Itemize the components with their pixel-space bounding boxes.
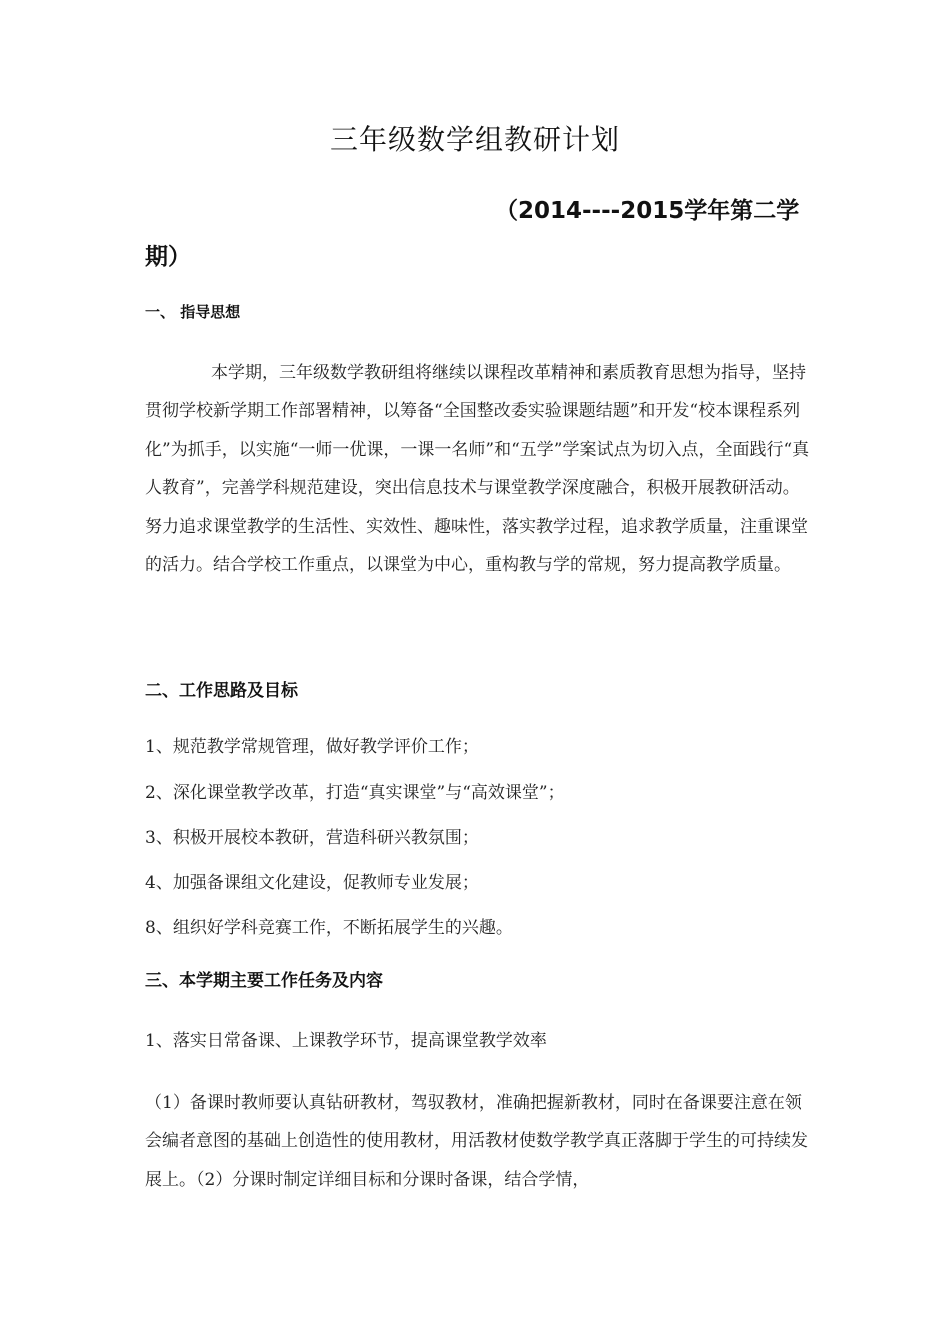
list-item: 8、组织好学科竞赛工作，不断拓展学生的兴趣。	[145, 918, 513, 938]
list-item: 2、深化课堂教学改革，打造“真实课堂”与“高效课堂”；	[145, 783, 565, 803]
document-subtitle: （2014----2015学年第二学期）	[145, 198, 800, 270]
task-item: 1、落实日常备课、上课教学环节，提高课堂教学效率	[145, 1031, 547, 1051]
section-heading-guiding-thought: 一、 指导思想	[145, 303, 241, 321]
section-heading-main-tasks: 三、本学期主要工作任务及内容	[145, 971, 383, 991]
list-item: 1、规范教学常规管理，做好教学评价工作；	[145, 737, 479, 757]
list-item: 4、加强备课组文化建设，促教师专业发展；	[145, 873, 479, 893]
task-paragraph: （1）备课时教师要认真钻研教材，驾驭教材，准确把握新教材，同时在备课要注意在领会编者意图的基础上创造性的使用教材，用活教材使数学教学真正落脚于学生的可持续发展上。（2）分课时制定详细目标和分课时备课，结合学情，	[145, 1093, 808, 1190]
section-heading-work-goals: 二、工作思路及目标	[145, 681, 298, 701]
section-paragraph-guiding-thought: 本学期，三年级数学教研组将继续以课程改革精神和素质教育思想为指导，坚持贯彻学校新学期工作部署精神，以筹备“全国整改委实验课题结题”和开发“校本课程系列化”为抓手，以实施“一师一优课，一课一名师”和“五学”学案试点为切入点，全面践行“真人教育”，完善学科规范建设，突出信息技术与课堂教学深度融合，积极开展教研活动。努力追求课堂教学的生活性、实效性、趣味性，落实教学过程，追求教学质量，注重课堂的活力。结合学校工作重点，以课堂为中心，重构教与学的常规，努力提高教学质量。	[145, 363, 810, 576]
list-item: 3、积极开展校本教研，营造科研兴教氛围；	[145, 828, 479, 848]
document-title: 三年级数学组教研计划	[329, 123, 620, 156]
